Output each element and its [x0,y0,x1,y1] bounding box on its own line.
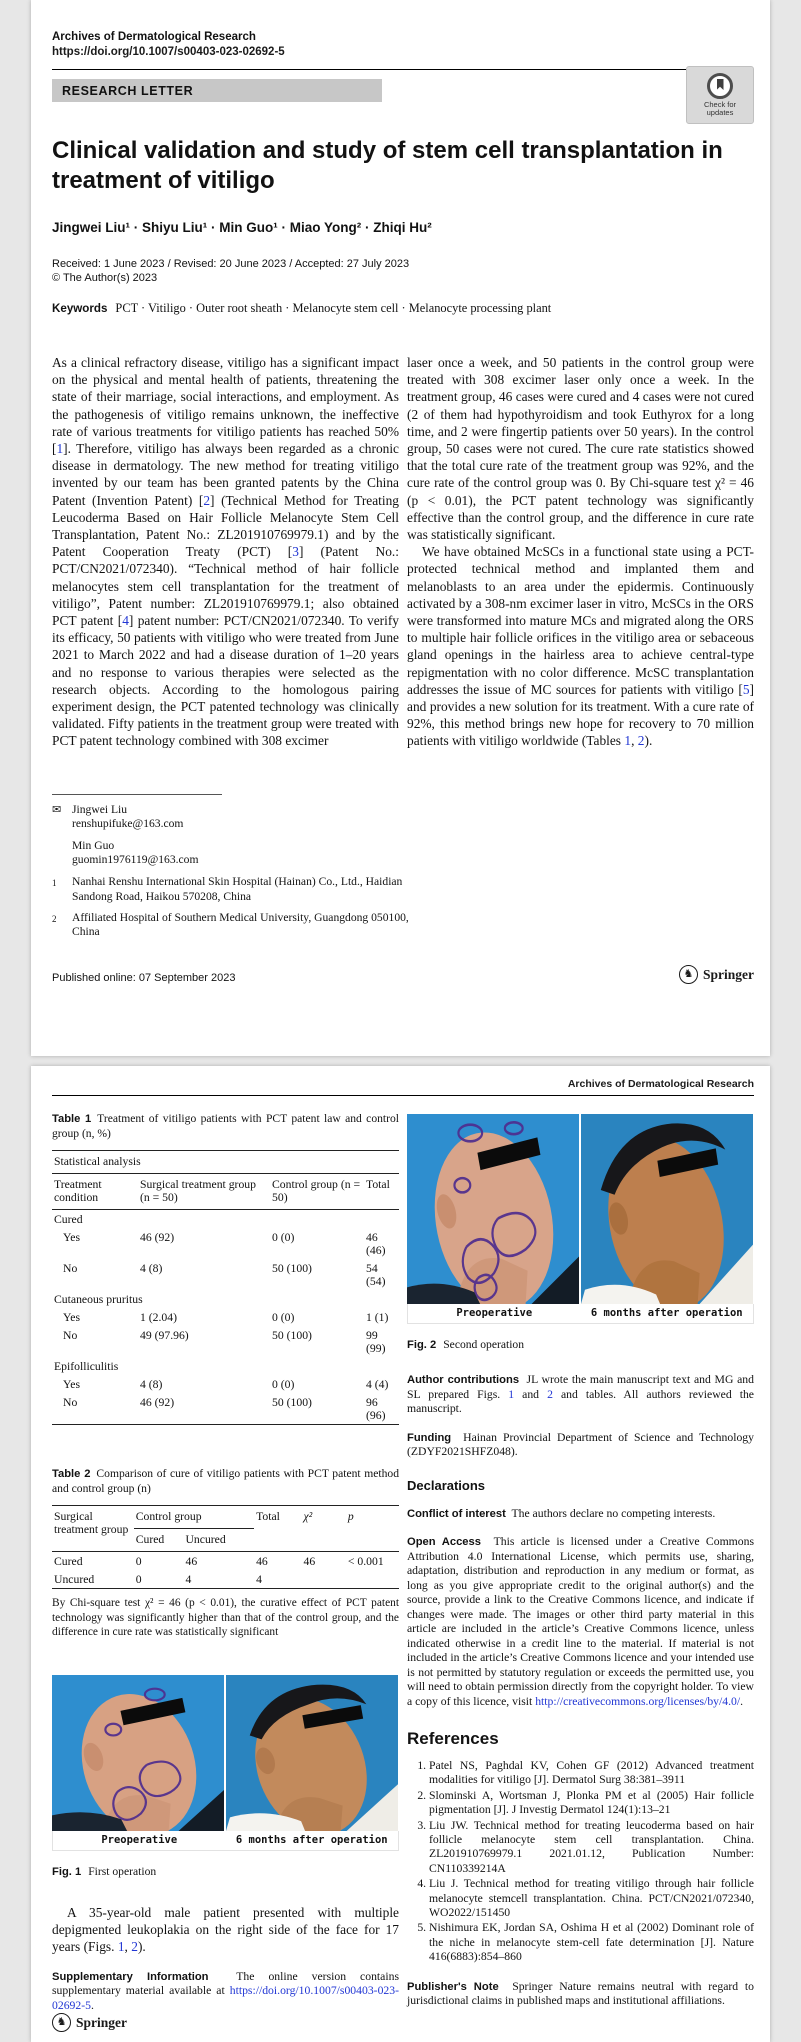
reference-item: 1. Patel NS, Paghdal KV, Cohen GF (2012) Advanced treatment modalities for vitiligo [J]. Dermatol Surg 38:381–3911 [429,1759,754,1788]
inline-link[interactable]: 1 [56,441,64,457]
table1-label: Table 1 [52,1113,92,1125]
page2-springer-logo [52,2013,399,2042]
table2-header-control: Control group [134,1506,254,1529]
article-type-label: RESEARCH LETTER [62,83,194,98]
table-row: Cured 0 46 46 46 < 0.001 [52,1552,399,1571]
table-row: No 49 (97.96) 50 (100) 99 (99) [63,1328,386,1355]
fig2-label-strip [407,1304,754,1324]
check-updates-label: Check for updates [703,99,737,117]
references-list [407,1759,754,1966]
aff1-number: 1 [52,878,57,889]
table2-header-p: p [346,1506,399,1552]
inline-link[interactable]: 3 [292,544,299,560]
text-segment: ]. Therefore, vitiligo has always been regarded as a chronic disease in dermatology. The new method for treating vitiligo invented by our team has been granted patents by the China Patent (Invention Patent) [ [52,441,399,508]
table-row: Yes 1 (2.04) 0 (0) 1 (1) [63,1310,389,1324]
publishers-note-label: Publisher's Note [407,1980,499,1993]
published-online: Published online: 07 September 2023 [52,972,236,985]
received-dates: Received: 1 June 2023 / Revised: 20 June 2023 / Accepted: 27 July 2023 [52,258,410,270]
page2-columns [52,1112,754,2030]
keywords-text: PCT · Vitiligo · Outer root sheath · Melanocyte stem cell · Melanocyte processing plant [115,301,552,315]
table2-header-chi: χ² [302,1506,346,1552]
table-row: Yes 4 (8) 0 (0) 4 (4) [63,1377,389,1391]
paragraph-intro [52,354,399,750]
affiliation-2 [52,911,412,939]
table2-caption-text: Comparison of cure of vitiligo patients with PCT patent method and control group (n) [52,1467,400,1495]
table-row: Yes 46 (92) 0 (0) 46 (46) [63,1230,386,1257]
table2-header-total: Total [254,1506,301,1552]
conflict-label: Conflict of interest [407,1507,506,1520]
fig1-caption [52,1865,399,1878]
aff2-text: Affiliated Hospital of Southern Medical University, Guangdong 050100, China [72,910,409,939]
text-segment: , [631,733,638,749]
article-type-bar [52,79,382,102]
page-2 [31,1066,770,2042]
fig2-post-label: 6 months after operation [590,1307,743,1319]
table1-header-0: Treatment condition [52,1174,138,1210]
text-segment: , [124,1939,132,1955]
text-segment: ] (Technical Method for Treating Leucoderma Based on Hair Follicle Melanocyte Stem Cell Transplantation, Patent No.: ZL201910769979.1) and by the Patent Cooperation Treaty (PCT) [ [52,492,399,560]
text-segment: ] and provides a new solution for its treatment. With a cure rate of 92%, this method brings new hope for recovery to 70 million patients with vitiligo worldwide (Tables [407,681,754,749]
corr1-email[interactable]: renshupifuke@163.com [72,816,184,830]
table1-section-cured: Cured [52,1210,399,1229]
text-segment: We have obtained McSCs in a functional state using a PCT-protected technical method and implanted them and melanoblasts to an area under the epidermis. Continuously activated by a 308-nm excimer laser in vitro, McSCs in the ORS were transformed into mature MCs and migrated along the ORS to multiple hair follicle orifices in the vitiligo area or sebaceous gland openings in the hairless area to achieve central-type repigmentation with no color difference. McSC transplantation addresses the issue of MC sources for patients with vitiligo [ [407,544,754,697]
text-segment: . [90,1998,94,2012]
open-access-label: Open Access [407,1536,481,1548]
corr1-name: Jingwei Liu [72,802,128,816]
inline-link[interactable]: 2 [547,1387,553,1401]
table2-header-cured: Cured [135,1533,165,1547]
authors-line: Jingwei Liu¹ · Shiyu Liu¹ · Min Guo¹ · Miao Yong² · Zhiqi Hu² [52,220,432,235]
declarations-heading: Declarations [407,1477,486,1493]
article-title: Clinical validation and study of stem cell transplantation in treatment of vitiligo [52,137,723,194]
corresponding-author-1 [52,803,412,831]
table2-header-group: Surgical treatment group [52,1506,134,1552]
funding-label: Funding [407,1431,452,1444]
body-column-right [407,354,754,750]
table2 [52,1505,399,1589]
inline-link[interactable]: 2 [131,1939,138,1955]
body-column-left [52,354,399,750]
inline-link[interactable]: 1 [624,733,632,749]
table2-caption [52,1467,399,1496]
fig1-pre-label: Preoperative [101,1833,178,1846]
fig2-image [407,1114,754,1304]
publishers-note-text: Springer Nature remains neutral with regard to jurisdictional claims in published maps and institutional affiliations. [407,1979,754,2008]
table1 [52,1150,399,1425]
springer-wordmark: Springer [76,2014,128,2030]
reference-item: 5. Nishimura EK, Jordan SA, Oshima H et al (2002) Dominant role of the niche in melanocyte stem-cell fate determination [J]. Nature 416(6883):854–860 [429,1921,754,1964]
corr2-name: Min Guo [72,839,115,853]
figure-1 [52,1675,399,1878]
inline-link[interactable]: http://creativecommons.org/licenses/by/4.0/ [535,1694,741,1708]
conflict-text: The authors declare no competing interests. [511,1506,716,1520]
text-segment: ] (Patent No.: PCT/CN2021/072340). “Technical method of hair follicle melanocytes stem cell transplantation for the treatment of vitiligo”, Patent number: ZL201910769979.1; also obtained PCT patent [ [52,544,399,629]
aff1-text: Nanhai Renshu International Skin Hospital (Hainan) Co., Ltd., Haidian Sandong Road, Haikou 570208, China [72,875,403,903]
text-segment: . [740,1694,744,1708]
table1-caption [52,1112,399,1141]
text-segment: This article is licensed under a Creative Commons Attribution 4.0 International License, which permits use, sharing, adaptation, distribution and reproduction in any medium or format, as long as you give appropriate credit to the original author(s) and the source, provide a link to the Creative Commons licence, and indicate if changes were made. The images or other third party material in this article are included in the article’s Creative Commons licence, unless indicated otherwise in a credit line to the material. If material is not included in the article’s Creative Commons licence and your intended use is not permitted by statutory regulation or exceeds the permitted use, you will need to obtain permission directly from the copyright holder. To view a copy of this licence, visit [407,1535,754,1708]
page2-column-right [407,1112,754,2030]
header-rule [52,69,754,70]
references-heading: References [407,1729,499,1748]
page2-column-left [52,1112,399,2030]
fig1-caption-text: First operation [88,1864,157,1878]
text-segment: ). [644,733,653,749]
copyright-line: © The Author(s) 2023 [52,272,158,284]
fig2-caption [407,1338,754,1351]
table2-label: Table 2 [52,1468,91,1481]
publishers-note [407,1980,754,2009]
table2-header-uncured: Uncured [185,1533,226,1547]
inline-link[interactable]: 5 [742,681,750,697]
springer-logo [679,965,754,984]
table2-footnote: By Chi-square test χ² = 46 (p < 0.01), the curative effect of PCT patent technology was significantly higher than that of the control group, and the difference in cure rate was statistically significant [52,1597,399,1638]
fig1-caption-label: Fig. 1 [52,1865,82,1878]
text-segment: and tables. All authors reviewed the manuscript. [407,1387,754,1415]
table1-caption-text: Treatment of vitiligo patients with PCT patent law and control group (n, %) [52,1112,400,1140]
inline-link[interactable]: 2 [637,733,645,749]
table1-subhead: Statistical analysis [52,1151,399,1174]
inline-link[interactable]: 1 [117,1939,125,1955]
funding [407,1431,754,1460]
text-segment: JL wrote the main manuscript text and MG and SL prepared Figs. [407,1373,754,1401]
doi-link[interactable]: https://doi.org/10.1007/s00403-023-02692-5 [52,46,285,58]
fig1-post-label: 6 months after operation [235,1833,388,1846]
supplementary-label: Supplementary Information [52,1970,209,1983]
fig1-preoperative-photo [52,1675,224,1831]
text-segment: A 35-year-old male patient presented with multiple depigmented leukoplakia on the right side of the face for 17 years (Figs. [52,1904,399,1955]
fig1-postoperative-photo [226,1675,398,1831]
inline-link[interactable]: 4 [122,613,129,629]
fig1-label-strip [52,1831,399,1851]
text-segment: ). [137,1939,146,1955]
aff2-number: 2 [52,913,57,924]
page-1 [31,0,770,1056]
keywords-line [52,301,754,316]
table-row: Uncured 0 4 4 [52,1570,399,1589]
reference-item: 3. Liu JW. Technical method for treating leucoderma based on hair follicle melanocyte stem cell transplantation. China. ZL201910769979.1 2021.01.12, Publication Number: CN110339214A [429,1819,754,1877]
reference-item: 2. Slominski A, Wortsman J, Plonka PM et al (2005) Hair follicle pigmentation [J]. J Investig Dermatol 124(1):13–21 [429,1789,754,1818]
paragraph-discussion [407,543,754,749]
check-updates-icon [707,73,733,99]
inline-link[interactable]: 1 [508,1387,515,1401]
fig2-preoperative-photo [407,1114,579,1304]
keywords-label: Keywords [52,302,108,315]
corresponding-author-2 [52,839,412,867]
table1-header-1: Surgical treatment group (n = 50) [138,1174,270,1210]
table1-section-pruritus: Cutaneous pruritus [54,1292,143,1306]
conflict-of-interest [407,1507,754,1522]
fig2-caption-text: Second operation [443,1338,525,1351]
running-head-rule [52,1095,754,1096]
funding-text: Hainan Provincial Department of Science and Technology (ZDYF2021SHFZ048). [407,1430,754,1458]
footnote-rule [52,794,222,795]
fig1-image [52,1675,399,1831]
author-footnotes [52,803,412,940]
journal-name: Archives of Dermatological Research [52,31,256,43]
table1-header-2: Control group (n = 50) [270,1174,364,1210]
fig2-pre-label: Preoperative [456,1307,533,1319]
running-head: Archives of Dermatological Research [567,1078,754,1090]
table-row: No 46 (92) 50 (100) 96 (96) [52,1393,399,1425]
table1-section-epifolliculitis: Epifolliculitis [54,1359,119,1373]
fig2-postoperative-photo [581,1114,753,1304]
open-access [407,1535,754,1709]
table1-header-3: Total [364,1174,399,1210]
supplementary-information [52,1970,399,2014]
text-segment: The online version contains supplementary material available at [52,1969,399,1998]
envelope-icon: ✉ [52,803,62,816]
figure-2 [407,1114,754,1351]
author-contributions-label: Author contributions [407,1374,520,1386]
author-contributions [407,1373,754,1417]
table-row: No 4 (8) 50 (100) 54 (54) [63,1261,386,1288]
reference-item: 4. Liu J. Technical method for treating vitiligo through hair follicle melanocyte stemcell transplantation. China. PCT/CN2021/072340, WO2022/151450 [429,1877,754,1920]
springer-wordmark: Springer [702,966,754,982]
affiliation-1 [52,875,412,903]
text-segment: ] patent number: PCT/CN2021/072340. To verify its efficacy, 50 patients with vitiligo who were treated from June 2021 to March 2022 and had a disease duration of 1–20 years and no response to various therapies were selected as the research objects. According to the homologous pairing experiment design, the PCT patented technology was clinically validated. Fifty patients in the treatment group were treated with PCT patent technology combined with 308 excimer [52,613,399,749]
springer-horse-icon: ♞ [52,2013,71,2032]
inline-link[interactable]: https://doi.org/10.1007/s00403-023-02692-5 [52,1984,399,2012]
case-paragraph [52,1904,399,1956]
check-for-updates-button[interactable] [686,66,754,124]
inline-link[interactable]: 2 [203,492,211,508]
body-columns [52,354,754,750]
springer-horse-icon: ♞ [679,965,698,984]
text-segment: As a clinical refractory disease, vitiligo has a significant impact on the physical and mental health of patients, threatening the state of their marriage, social interactions, and employment. As the pathogenesis of vitiligo remains unknown, the ineffective rate of various treatments for vitiligo patients has reached 50% [ [52,355,399,457]
fig2-caption-label: Fig. 2 [407,1339,437,1351]
corr2-email[interactable]: guomin1976119@163.com [72,853,199,867]
page1-bottom-row [52,965,754,984]
text-segment: and [514,1387,548,1401]
paragraph-results: laser once a week, and 50 patients in the control group were treated with 308 excimer laser only once a week. In the treatment group, 46 cases were cured and 4 cases were not cured (2 of them had hypothyroidism and took Euthyrox for a long time, and 2 were fingertip patients over 50 years). In the control group, 50 cases were not cured. The cure rate statistics showed that the total cure rate of the treatment group was 92%, and the cure rate of the control group was 0. By Chi-square test χ² = 46 (p < 0.01), the PCT patent technology was significantly effective than the control group, and the difference in cure rate was statistically significant. [407,355,754,543]
